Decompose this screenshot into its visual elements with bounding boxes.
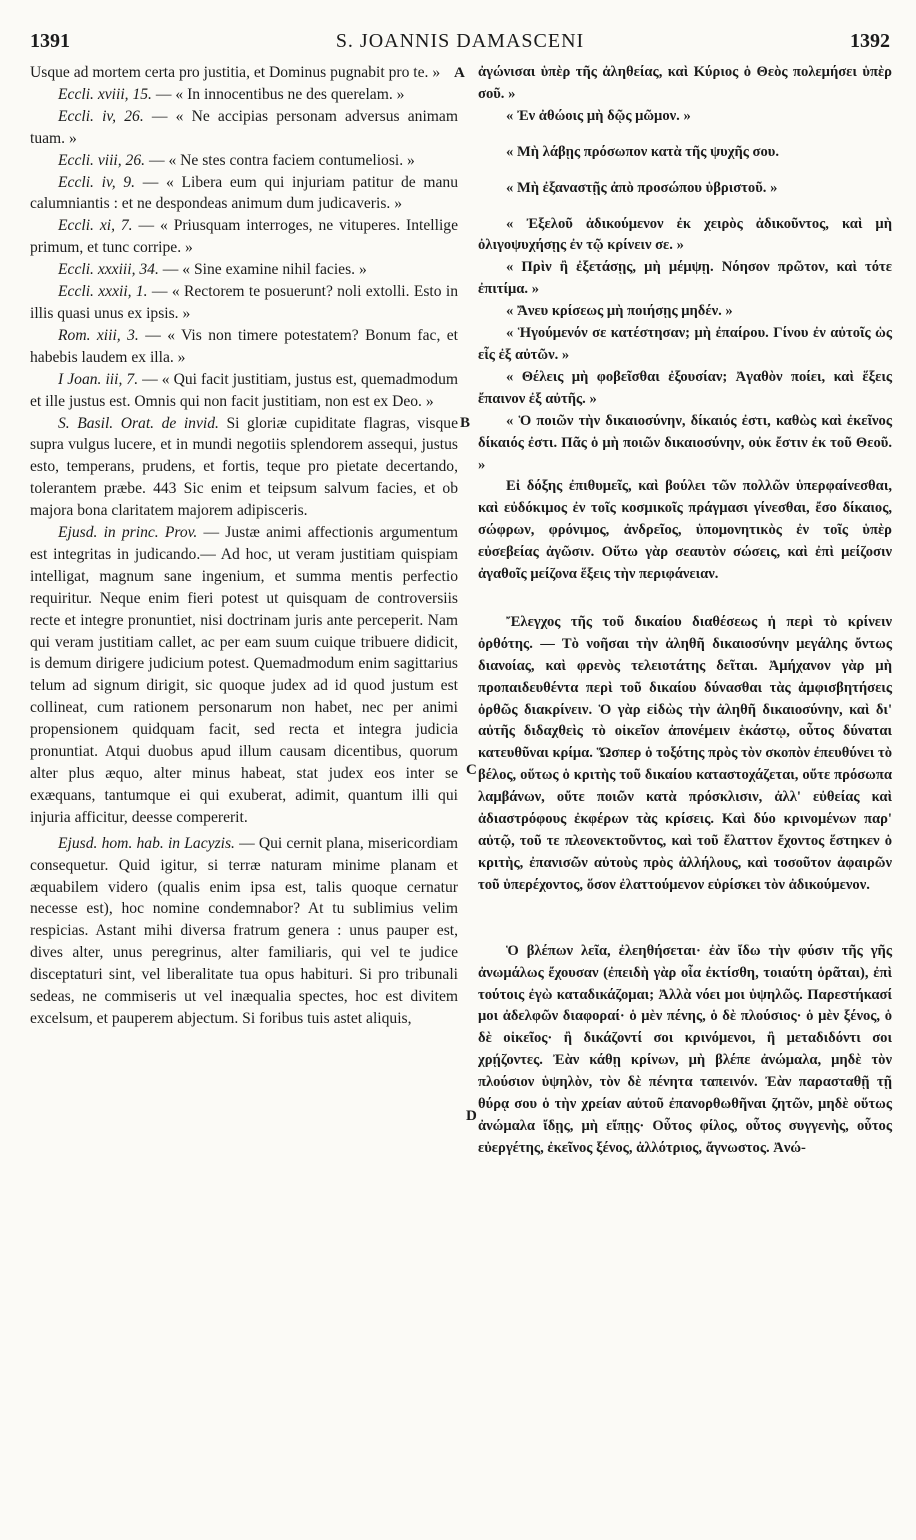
citation: Eccli. iv, 9. [58,173,136,191]
latin-paragraph: Rom. xiii, 3. — « Vis non timere potestatem? Bonum fac, et habebis laudem ex illa. » [30,326,459,366]
citation: Ejusd. hom. hab. in Lacyzis. [58,834,235,852]
greek-paragraph: « Ἄνευ κρίσεως μὴ ποιήσῃς μηδέν. » [506,303,733,320]
citation: Eccli. xviii, 15. [58,85,152,103]
latin-paragraph: Eccli. xxxii, 1. — « Rectorem te posuerunt? noli extolli. Esto in illis quasi unus ex ipsis. » [30,283,458,322]
margin-letter-c: C [466,762,477,778]
page-number-right: 1392 [850,30,890,52]
greek-paragraph: « Μὴ λάβῃς πρόσωπον κατὰ τῆς ψυχῆς σου. [506,143,779,160]
margin-letter-d: D [466,1108,477,1124]
greek-paragraph: « Ἐν ἀθώοις μὴ δῷς μῶμον. » [506,107,691,124]
greek-paragraph: « Πρὶν ἢ ἐξετάσῃς, μὴ μέμψῃ. Νόησον πρῶτον, καὶ τότε ἐπιτίμα. » [478,259,892,298]
greek-paragraph: « Μὴ ἐξαναστῇς ἀπὸ προσώπου ὑβριστοῦ. » [506,179,778,196]
greek-paragraph: « Ἡγούμενόν σε κατέστησαν; μὴ ἐπαίρου. Γίνου ἐν αὐτοῖς ὡς εἷς ἐξ αὐτῶν. » [478,325,892,363]
citation: Eccli. iv, 26. [58,107,144,125]
latin-paragraph: Ejusd. in princ. Prov. — Justæ animi affectionis argumentum est integritas in judicando.— Ad hoc, ut veram justitiam quispiam intelligat, magnum sane ingenium, et summa mentis perfectio requiritur. Neque enim fieri potest ut quisquam de controversiis recte et integre pronuntiet, nisi doctrinam juris ante perceperit. Nam qui veram justitiam callet, ac per eam suum cuique tribuere didicit, is demum dirigere judicium potest. Quemadmodum enim sagittarius telum ad signum dirigit, sic quoque judex ad id quod justum est collineat, cum rationem personarum non habet, nec per animi propensionem quidquam facit, sed recta et integra judicia pronuntiat. Atqui duobus apud illum causam dicentibus, quorum alter plus æquo, alter minus habeat, stat judex eos inter se exæquans, tantumque ei qui exuberat, adimit, quantum illi qui injuria afficitur, deesse compererit. [30,524,458,826]
greek-paragraph: Εἰ δόξης ἐπιθυμεῖς, καὶ βούλει τῶν πολλῶν ὑπερφαίνεσθαι, καὶ εὐδόκιμος ἐν τοῖς κοσμικοῖς πράγμασι γίνεσθαι, ἔσο δίκαιος, σώφρων, φρόνιμος, ἀνδρεῖος, ὑπομονητικὸς ἐν τοῖς ὑπὲρ εὐσεβείας ἀγῶσιν. Οὕτω γὰρ σεαυτὸν σώσεις, καὶ ἐπὶ μείζοσιν ἀγαθοῖς μείζονα ἕξεις τὴν περιφάνειαν. [478,478,892,583]
latin-paragraph: Eccli. iv, 26. — « Ne accipias personam adversus animam tuam. » [30,107,458,147]
greek-paragraph: « Ὁ ποιῶν τὴν δικαιοσύνην, δίκαιός ἐστι, καθὼς καὶ ἐκεῖνος δίκαιός ἐστι. Πᾶς ὁ μὴ ποιῶν δικαιοσύνην, οὐκ ἔστιν ἐκ τοῦ Θεοῦ. » [478,412,892,473]
greek-paragraph: Ὁ βλέπων λεῖα, ἐλεηθήσεται· ἐὰν ἴδω τὴν φύσιν τῆς γῆς ἀνωμάλως ἔχουσαν (ἐπειδὴ γὰρ οἷα ἐκτίσθη, τοιαύτη ὁρᾶται), ἐπὶ τούτοις ἐγὼ καταδικάζομαι; Ἀλλὰ νόει μοι ὑψηλῶς. Παρεστήκασί μοι ἀδελφῶν διαφοραί· ὁ μὲν πένης, ὁ δὲ πλούσιος· ὁ μὲν ξένος, ὁ δὲ οἰκεῖος· ἢ δικάζοντί σοι κρινόμενοι, ἢ μεταδιδόντι σοι χρῄζοντες. Ἐὰν κάθῃ κρίνων, μὴ βλέπε ἀνώμαλα, μηδὲ τὸν πλούσιον ὑψηλὸν, τὸν δὲ πένητα ταπεινόν. Ἐὰν παρασταθῇ τῇ θύρᾳ σου ὁ τὴν χρείαν αὐτοῦ ἐπανορθωθῆναι ζητῶν, μηδὲ οὕτως ἀνώμαλα ἴδῃς, μὴ εἴπῃς· Οὗτος φίλος, οὗτος συγγενὴς, οὗτος εὐεργέτης, ἐκεῖνος ξένος, ἀλλότριος, ἄγνωστος. Ἀνώ- [478,942,892,1156]
running-title: S. JOANNIS DAMASCENI [335,30,585,52]
greek-paragraph: Ἔλεγχος τῆς τοῦ δικαίου διαθέσεως ἡ περὶ τὸ κρίνειν ὀρθότης. — Τὸ νοῆσαι τὴν ἀληθῆ δικαιοσύνην μεγάλης ὄντως διανοίας, καὶ φρενὸς τελειοτάτης δεῖται. Ἀμήχανον γὰρ μὴ προπαιδευθέντα περὶ τοῦ δικαίου δύνασθαι τὰς ἀμφισβητήσεις ὀρθῶς διακρίνειν. Ὁ γὰρ εἰδὼς τὴν ἀληθῆ δικαιοσύνην, καὶ δι' αὐτῆς διδαχθεὶς τὸ οἰκεῖον ἀπονέμειν ἑκάστῳ, οὗτος δύναται κατευθῦναι κρίμα. Ὥσπερ ὁ τοξότης πρὸς τὸν σκοπὸν ἐπευθύνει τὸ βέλος, οὕτως ὁ κριτὴς τοῦ δικαίου καταστοχάζεται, οὔτε πρόσωπα λαμβάνων, οὔτε ποιῶν κατὰ πρόσκλισιν, ἀλλ' εὐθείας καὶ ἀδιαστρόφους ἐκφέρων τὰς κρίσεις. Καὶ δύο κρινομένων παρ' αὐτῷ, τοῦ τε πλεονεκτοῦντος, καὶ τοῦ ἔλαττον ἔχοντος ἕστηκεν ὁ κριτὴς, ἐπανισῶν αὐτοὺς πρὸς ἀλλήλους, καὶ τοσοῦτον ἀφαιρῶν τοῦ ὑπερέχοντος, ὅσον ἐλαττούμενον εὑρίσκει τὸν ἀδικούμενον. [478,613,892,893]
greek-paragraph: « Ἐξελοῦ ἀδικούμενον ἐκ χειρὸς ἀδικοῦντος, καὶ μὴ ὀλιγοψυχήσῃς ἐν τῷ κρίνειν σε. » [478,215,892,254]
greek-paragraph: « Θέλεις μὴ φοβεῖσθαι ἐξουσίαν; Ἀγαθὸν ποίει, καὶ ἕξεις ἔπαινον ἐξ αὐτῆς. » [478,368,892,407]
latin-paragraph: Usque ad mortem certa pro justitia, et Dominus pugnabit pro te. » [30,64,441,81]
latin-paragraph: Eccli. viii, 26. — « Ne stes contra faciem contumeliosi. » [58,151,415,169]
citation: I Joan. iii, 7. [58,370,139,388]
latin-paragraph: Ejusd. hom. hab. in Lacyzis. — Qui cernit plana, misericordiam consequetur. Quid igitur, si terræ naturam minime planam et æquabilem videro (qualis enim ipsa est, talis quoque cernatur necesse est), hoc nomine condemnabor? At tu sublimius velim respicias. Astant mihi diversa fratrum genera : unus pauper est, dives alter, unus peregrinus, alter familiaris, qui vel te judice disceptaturi sint, vel liberalitate tua opus habituri. Si pro tribunali sedeas, ne commiseris ut vel inæqualia spectes, hoc est divitem excelsum, et pauperem abjectum. Si foribus tuis astet aliquis, [30,834,458,1027]
latin-paragraph: S. Basil. Orat. de invid. Si gloriæ cupiditate flagras, visque supra vulgus lucere, et in mundi negotiis splendorem assequi, justus esto, temperans, prudens, et fortis, teque pro pietate decertando, tolerantem præbe. 443 Sic enim et teipsum salvum facies, et ob majora bona claritatem majorem adipisceris. [30,414,458,520]
latin-paragraph: Eccli. xxxiii, 34. — « Sine examine nihil facies. » [58,261,367,279]
greek-column [478,62,892,1160]
page-header [30,30,890,60]
citation: Eccli. viii, 26. [58,151,146,169]
citation: S. Basil. Orat. de invid. [58,414,219,432]
citation: Eccli. xi, 7. [58,217,133,235]
citation: Eccli. xxxii, 1. [58,283,148,301]
citation: Ejusd. in princ. Prov. [58,524,198,542]
latin-paragraph: I Joan. iii, 7. — « Qui facit justitiam, justus est, quemadmodum et ille justus est. Omnis qui non facit justitiam, non est ex Deo. » [30,370,458,410]
citation: Eccli. xxxiii, 34. [58,261,159,279]
greek-paragraph: ἀγώνισαι ὑπὲρ τῆς ἀληθείας, καὶ Κύριος ὁ Θεὸς πολεμήσει ὑπὲρ σοῦ. » [478,64,892,102]
margin-letter-a: A [454,65,465,81]
margin-letter-b: B [460,415,471,431]
citation: Rom. xiii, 3. [58,326,139,344]
latin-column [30,62,458,1030]
latin-paragraph: Eccli. iv, 9. — « Libera eum qui injuriam patitur de manu calumniantis : et ne despondeas animum dum judicaveris. » [30,173,459,213]
latin-paragraph: Eccli. xviii, 15. — « In innocentibus ne des querelam. » [58,85,405,103]
page-number-left: 1391 [30,30,70,52]
latin-paragraph: Eccli. xi, 7. — « Priusquam interroges, ne vituperes. Intellige primum, et tunc corripe. » [30,217,458,257]
